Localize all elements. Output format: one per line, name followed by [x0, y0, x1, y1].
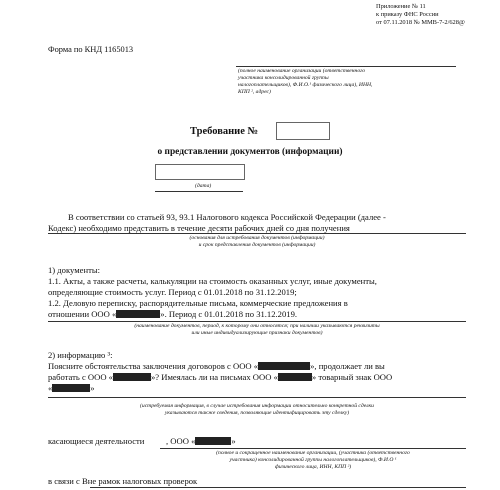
basis-line — [48, 233, 466, 234]
information-hint-line1: (истребуемая информация, в случае истребования информации относительно конкретной сделки — [140, 403, 374, 409]
date-box — [155, 164, 245, 180]
documents-item2-period: ». Период с 01.01.2018 по 31.12.2019. — [160, 309, 298, 319]
redaction-block — [258, 362, 310, 370]
information-line3-b: » — [90, 383, 95, 393]
date-underline — [155, 191, 243, 192]
information-section — [48, 350, 478, 394]
requirement-number-box — [276, 122, 330, 140]
basis-hint-line1: (основания для истребования документов (информации) — [189, 235, 325, 241]
information-line1-a: Поясните обстоятельства заключения договоров с ООО « — [48, 361, 259, 371]
basis-hint — [48, 235, 466, 249]
documents-section — [48, 265, 468, 320]
recipient-hint-line3: налогоплательщиков), Ф.И.О.¹ физического лица), ИНН, — [238, 82, 373, 88]
recipient-hint-line1: (полное наименование организации (ответственного — [238, 68, 366, 74]
recipient-hint-line2: участника консолидированной группы — [238, 75, 329, 81]
document-subtitle: о представлении документов (информации) — [157, 147, 343, 157]
redaction-block — [278, 373, 312, 381]
recipient-hint — [238, 68, 464, 96]
redaction-block — [195, 437, 231, 445]
activity-label: касающиеся деятельности — [48, 436, 145, 446]
information-hint — [48, 403, 466, 417]
date-hint: (дата) — [195, 183, 212, 189]
documents-line — [48, 321, 466, 322]
reason-line — [90, 487, 466, 488]
information-hint-line2: указываются также сведения, позволяющие идентифицировать эту сделку) — [164, 410, 350, 416]
documents-hint — [48, 323, 466, 337]
information-line3-a: « — [48, 383, 53, 393]
form-code: Форма по КНД 1165013 — [48, 45, 134, 54]
information-line — [48, 397, 466, 398]
appendix-order-date: от 07.11.2018 № ММВ-7-2/628@ — [376, 19, 465, 26]
information-heading: 2) информацию ³: — [48, 350, 113, 360]
redaction-block — [52, 384, 90, 392]
reason-value: Вне рамок налоговых проверок — [82, 476, 198, 486]
activity-hint-line1: (полное и сокращенное наименование организации, (участника (ответственного — [216, 450, 410, 456]
intro-line2: Кодекс) необходимо представить в течение десяти рабочих дней со дня получения — [48, 223, 350, 233]
information-line2-a: работать с ООО « — [48, 372, 113, 382]
information-line2-b: »? Имеялась ли на письмах ООО « — [150, 372, 278, 382]
activity-row — [48, 436, 144, 447]
documents-item2-line1: 1.2. Деловую переписку, распорядительные письма, коммерческие предложения в — [48, 298, 348, 308]
intro-text — [48, 212, 468, 234]
reason-label: в связи с — [48, 476, 80, 486]
redaction-block — [116, 310, 160, 318]
information-line2-c: » товарный знак ООО — [311, 372, 393, 382]
appendix-order: к приказу ФНС России — [376, 11, 439, 18]
redaction-block — [113, 373, 151, 381]
activity-line — [160, 448, 466, 449]
documents-hint-line1: (наименование документов, период, к которому они относятся; при наличии указываются реквизиты — [134, 323, 380, 329]
appendix-number: Приложение № 11 — [376, 3, 426, 10]
documents-hint-line2: или иные индивидуализирующие признаки документов) — [191, 330, 323, 336]
activity-org-prefix: , ООО « — [166, 436, 196, 446]
document-title: Требование № — [190, 126, 259, 137]
recipient-hint-line4: КПП ², адрес) — [238, 89, 271, 95]
activity-hint-line3: физического лица, ИНН, КПП ²) — [274, 464, 352, 470]
intro-line1: В соответствии со статьей 93, 93.1 Налогового кодекса Российской Федерации (далее - — [68, 212, 386, 222]
documents-item2-company-prefix: отношении ООО « — [48, 309, 117, 319]
activity-hint-line2: участника) консолидированной группы налогоплательщиков), Ф.И.О ¹ — [229, 457, 397, 463]
information-line1-b: », продолжает ли вы — [310, 361, 385, 371]
appendix-note — [376, 3, 465, 27]
activity-hint — [160, 450, 466, 471]
reason-row — [48, 476, 197, 487]
activity-org-suffix: » — [231, 436, 236, 446]
documents-item1-line1: 1.1. Акты, а также расчеты, калькуляции на стоимость оказанных услуг, иные документы, — [48, 276, 377, 286]
documents-heading: 1) документы: — [48, 265, 100, 275]
recipient-line — [236, 66, 456, 67]
basis-hint-line2: и срок представления документов (информации) — [198, 242, 316, 248]
documents-item1-line2: определяющие стоимость услуг. Период с 01.01.2018 по 31.12.2019; — [48, 287, 297, 297]
